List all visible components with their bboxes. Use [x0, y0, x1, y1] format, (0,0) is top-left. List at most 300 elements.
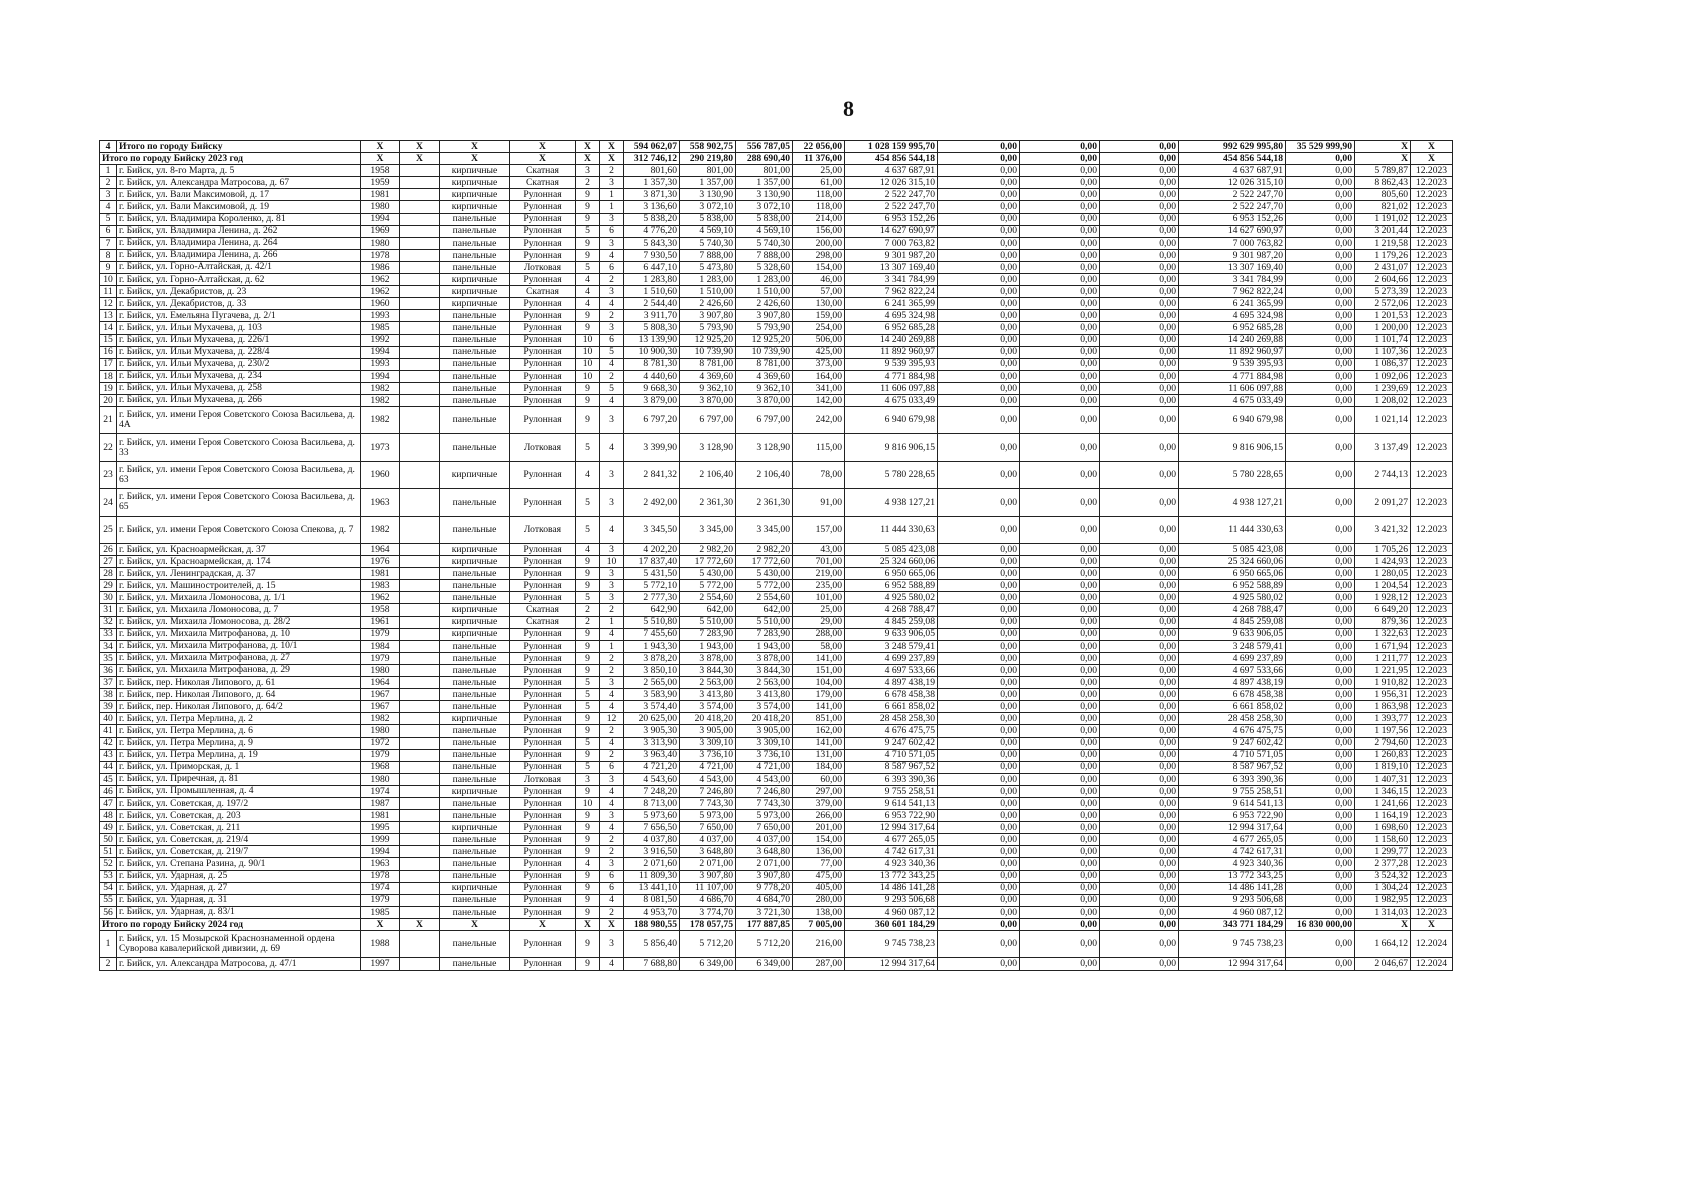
table-cell: 0,00 — [1020, 358, 1100, 370]
table-cell: 0,00 — [938, 846, 1020, 858]
table-cell: 1999 — [361, 834, 400, 846]
row-number: 49 — [100, 822, 117, 834]
table-cell: 12 994 317,64 — [845, 958, 938, 970]
table-cell: 0,00 — [1020, 906, 1100, 918]
table-cell: 1960 — [361, 461, 400, 488]
table-cell: 1 086,37 — [1355, 358, 1411, 370]
table-cell: 5 — [576, 761, 600, 773]
table-row — [100, 713, 1453, 725]
table-cell: 2 361,30 — [736, 489, 793, 516]
row-number: 48 — [100, 810, 117, 822]
table-cell: 8 781,00 — [736, 358, 793, 370]
table-cell: 0,00 — [1020, 346, 1100, 358]
table-cell: 1 208,02 — [1355, 394, 1411, 406]
table-cell: 0,00 — [1286, 822, 1355, 834]
table-cell: 7 246,80 — [736, 785, 793, 797]
table-cell: 0,00 — [1100, 489, 1179, 516]
table-cell: 4 697 533,66 — [1179, 664, 1286, 676]
row-number: 22 — [100, 434, 117, 461]
table-cell: 0,00 — [938, 797, 1020, 809]
table-cell: 11 444 330,63 — [1179, 516, 1286, 543]
table-cell — [400, 556, 440, 568]
table-cell: 0,00 — [938, 225, 1020, 237]
table-cell: 1 219,58 — [1355, 237, 1411, 249]
table-cell: 12.2023 — [1411, 189, 1453, 201]
table-cell: 0,00 — [1100, 568, 1179, 580]
table-cell: 801,00 — [736, 165, 793, 177]
table-cell: 4 — [600, 249, 624, 261]
table-cell: 12.2023 — [1411, 213, 1453, 225]
table-cell: 4 771 884,98 — [1179, 370, 1286, 382]
table-cell: 0,00 — [1020, 516, 1100, 543]
table-cell: 6 678 458,38 — [1179, 689, 1286, 701]
table-cell: 1988 — [361, 931, 400, 958]
table-cell: Рулонная — [510, 407, 576, 434]
table-row — [100, 785, 1453, 797]
table-cell — [400, 640, 440, 652]
table-cell: 3 916,50 — [624, 846, 680, 858]
table-cell: 0,00 — [1100, 640, 1179, 652]
table-cell: 9 — [576, 249, 600, 261]
table-cell: 20 418,20 — [736, 713, 793, 725]
table-cell: 4 637 687,91 — [1179, 165, 1286, 177]
table-cell: 475,00 — [793, 870, 845, 882]
table-cell: 9 — [576, 322, 600, 334]
table-cell: 2 106,40 — [736, 461, 793, 488]
table-cell: 4 — [600, 628, 624, 640]
table-cell: панельные — [440, 249, 510, 261]
table-cell: 0,00 — [938, 761, 1020, 773]
table-cell — [400, 580, 440, 592]
table-cell: 3 844,30 — [680, 664, 736, 676]
address-cell: г. Бийск, ул. 8-го Марта, д. 5 — [117, 165, 361, 177]
address-cell: г. Бийск, ул. Ильи Мухачева, д. 103 — [117, 322, 361, 334]
table-cell: 1 107,36 — [1355, 346, 1411, 358]
table-cell — [400, 568, 440, 580]
table-cell: 0,00 — [1286, 382, 1355, 394]
table-cell: 0,00 — [938, 725, 1020, 737]
table-cell: 1980 — [361, 773, 400, 785]
table-cell: 2 — [576, 616, 600, 628]
table-cell: 0,00 — [1286, 858, 1355, 870]
table-cell: 1 819,10 — [1355, 761, 1411, 773]
table-cell: 4 543,00 — [680, 773, 736, 785]
table-cell: 4 569,10 — [680, 225, 736, 237]
table-cell: 0,00 — [938, 906, 1020, 918]
table-cell: 4 — [600, 298, 624, 310]
table-cell: 4 697 533,66 — [845, 664, 938, 676]
table-row — [100, 870, 1453, 882]
table-cell: 4 897 438,19 — [1179, 677, 1286, 689]
table-cell: Рулонная — [510, 713, 576, 725]
table-cell: 0,00 — [1286, 322, 1355, 334]
total-label: Итого по городу Бийску 2024 год — [100, 918, 361, 930]
table-cell: 0,00 — [1020, 749, 1100, 761]
table-cell: 201,00 — [793, 822, 845, 834]
table-cell: 0,00 — [938, 958, 1020, 970]
table-cell: 2 554,60 — [736, 592, 793, 604]
table-cell: Рулонная — [510, 201, 576, 213]
table-cell: 1 346,15 — [1355, 785, 1411, 797]
address-cell: г. Бийск, ул. Красноармейская, д. 37 — [117, 544, 361, 556]
address-cell: г. Бийск, ул. Горно-Алтайская, д. 42/1 — [117, 261, 361, 273]
table-cell: 1985 — [361, 322, 400, 334]
table-cell: 1 283,00 — [736, 274, 793, 286]
table-cell: X — [576, 918, 600, 930]
table-cell: 341,00 — [793, 382, 845, 394]
table-cell: 12.2023 — [1411, 394, 1453, 406]
table-cell: 556 787,05 — [736, 141, 793, 153]
table-cell: панельные — [440, 773, 510, 785]
row-number: 46 — [100, 785, 117, 797]
table-cell — [400, 237, 440, 249]
row-number: 20 — [100, 394, 117, 406]
table-cell: 0,00 — [1100, 592, 1179, 604]
table-cell: Рулонная — [510, 346, 576, 358]
table-cell: 6 241 365,99 — [845, 298, 938, 310]
table-cell: 3 128,90 — [680, 434, 736, 461]
table-cell: 9 — [576, 568, 600, 580]
table-cell: 3 879,00 — [624, 394, 680, 406]
table-cell: 1979 — [361, 894, 400, 906]
table-cell: 360 601 184,29 — [845, 918, 938, 930]
table-cell: 0,00 — [938, 322, 1020, 334]
table-cell: 12.2023 — [1411, 749, 1453, 761]
table-cell: 1994 — [361, 846, 400, 858]
table-cell: 6 393 390,36 — [845, 773, 938, 785]
table-cell: 1 956,31 — [1355, 689, 1411, 701]
table-cell: 3 574,00 — [736, 701, 793, 713]
table-cell: панельные — [440, 434, 510, 461]
table-cell: 0,00 — [938, 628, 1020, 640]
table-cell: 0,00 — [938, 604, 1020, 616]
row-number: 30 — [100, 592, 117, 604]
table-cell: 5 085 423,08 — [845, 544, 938, 556]
table-cell: 0,00 — [1100, 834, 1179, 846]
table-cell: 4 — [576, 298, 600, 310]
table-cell: 58,00 — [793, 640, 845, 652]
table-cell: 10 — [600, 556, 624, 568]
table-cell: 0,00 — [1020, 628, 1100, 640]
table-cell: 6 952 588,89 — [1179, 580, 1286, 592]
table-cell: панельные — [440, 489, 510, 516]
table-cell: 12.2023 — [1411, 834, 1453, 846]
row-number: 19 — [100, 382, 117, 394]
table-cell: 1980 — [361, 201, 400, 213]
table-cell: 1 698,60 — [1355, 822, 1411, 834]
table-cell: 0,00 — [1286, 834, 1355, 846]
table-cell: 0,00 — [938, 701, 1020, 713]
table-cell: 0,00 — [1100, 225, 1179, 237]
table-cell: 0,00 — [1100, 334, 1179, 346]
table-cell: 4 938 127,21 — [845, 489, 938, 516]
table-row — [100, 822, 1453, 834]
table-cell: 1981 — [361, 189, 400, 201]
table-cell: 104,00 — [793, 677, 845, 689]
table-cell: 1995 — [361, 822, 400, 834]
table-cell: 4 — [576, 461, 600, 488]
table-cell: 3 137,49 — [1355, 434, 1411, 461]
table-cell: 4 369,60 — [680, 370, 736, 382]
table-cell: 151,00 — [793, 664, 845, 676]
table-cell: 6 349,00 — [680, 958, 736, 970]
row-number: 36 — [100, 664, 117, 676]
table-cell: 6 349,00 — [736, 958, 793, 970]
table-cell: 4 — [600, 434, 624, 461]
table-cell — [400, 689, 440, 701]
table-cell: Рулонная — [510, 544, 576, 556]
table-cell: кирпичные — [440, 165, 510, 177]
table-cell: 14 486 141,28 — [845, 882, 938, 894]
table-cell: 2 — [600, 604, 624, 616]
table-cell: 0,00 — [1100, 616, 1179, 628]
table-cell: 0,00 — [1020, 725, 1100, 737]
table-cell: Скатная — [510, 286, 576, 298]
table-row — [100, 568, 1453, 580]
table-cell: 3 911,70 — [624, 310, 680, 322]
table-cell: 0,00 — [1020, 213, 1100, 225]
table-cell: 12.2023 — [1411, 725, 1453, 737]
table-cell: 0,00 — [1100, 461, 1179, 488]
table-cell: 12 994 317,64 — [1179, 958, 1286, 970]
table-cell: 9 — [576, 664, 600, 676]
table-cell: Лотковая — [510, 773, 576, 785]
table-row — [100, 701, 1453, 713]
table-cell: 2 982,20 — [736, 544, 793, 556]
table-cell: 0,00 — [938, 489, 1020, 516]
table-cell: 0,00 — [1020, 237, 1100, 249]
total-row — [100, 153, 1453, 165]
table-cell: панельные — [440, 592, 510, 604]
table-cell: 1 982,95 — [1355, 894, 1411, 906]
table-cell: 5 510,80 — [624, 616, 680, 628]
table-cell: 1960 — [361, 298, 400, 310]
table-cell: панельные — [440, 640, 510, 652]
table-row — [100, 834, 1453, 846]
table-row — [100, 407, 1453, 434]
table-cell: 10 900,30 — [624, 346, 680, 358]
address-cell: г. Бийск, ул. имени Героя Советского Союза Васильева, д. 63 — [117, 461, 361, 488]
table-cell: 0,00 — [938, 382, 1020, 394]
table-cell: 0,00 — [1020, 773, 1100, 785]
table-cell: 0,00 — [1020, 834, 1100, 846]
table-cell: X — [1411, 918, 1453, 930]
table-cell: 12 925,20 — [736, 334, 793, 346]
table-cell: панельные — [440, 958, 510, 970]
table-row — [100, 906, 1453, 918]
table-cell — [400, 213, 440, 225]
table-cell: 9 — [576, 906, 600, 918]
table-cell: 506,00 — [793, 334, 845, 346]
table-cell: кирпичные — [440, 785, 510, 797]
table-row — [100, 797, 1453, 809]
table-cell: 0,00 — [1286, 274, 1355, 286]
address-cell: г. Бийск, ул. Ильи Мухачева, д. 258 — [117, 382, 361, 394]
table-cell: 4 — [600, 894, 624, 906]
table-cell: 1 357,00 — [680, 177, 736, 189]
table-cell: 1994 — [361, 213, 400, 225]
table-cell: 2 794,60 — [1355, 737, 1411, 749]
table-cell: 2 — [600, 749, 624, 761]
table-cell: 4 742 617,31 — [1179, 846, 1286, 858]
table-cell: 0,00 — [1100, 141, 1179, 153]
row-number: 45 — [100, 773, 117, 785]
address-cell: г. Бийск, пер. Николая Липового, д. 61 — [117, 677, 361, 689]
table-cell: 6 — [600, 870, 624, 882]
table-cell: 4 — [600, 689, 624, 701]
table-cell: 1982 — [361, 407, 400, 434]
table-cell: 9 — [576, 580, 600, 592]
table-cell — [400, 797, 440, 809]
table-cell: 3 — [600, 237, 624, 249]
table-cell: 2 — [600, 906, 624, 918]
table-cell: 801,00 — [680, 165, 736, 177]
table-cell: 6 678 458,38 — [845, 689, 938, 701]
table-cell: 1 304,24 — [1355, 882, 1411, 894]
table-cell: 0,00 — [1100, 652, 1179, 664]
table-cell: 3 — [576, 773, 600, 785]
table-row — [100, 544, 1453, 556]
table-cell: 12.2023 — [1411, 556, 1453, 568]
table-cell: 992 629 995,80 — [1179, 141, 1286, 153]
table-cell: 4 845 259,08 — [1179, 616, 1286, 628]
table-cell: Рулонная — [510, 870, 576, 882]
table-cell: 7 650,00 — [680, 822, 736, 834]
table-cell: Рулонная — [510, 737, 576, 749]
table-cell: 12.2023 — [1411, 592, 1453, 604]
page-number: 8 — [843, 96, 854, 121]
row-number: 53 — [100, 870, 117, 882]
table-cell: 1 — [600, 201, 624, 213]
table-cell: Рулонная — [510, 882, 576, 894]
table-cell: 4 953,70 — [624, 906, 680, 918]
table-row — [100, 882, 1453, 894]
table-cell: 2 361,30 — [680, 489, 736, 516]
table-cell — [400, 370, 440, 382]
table-cell: 1 299,77 — [1355, 846, 1411, 858]
table-cell: 0,00 — [1286, 958, 1355, 970]
table-cell: 0,00 — [1286, 713, 1355, 725]
table-cell: 2 — [600, 725, 624, 737]
table-cell: 288 690,40 — [736, 153, 793, 165]
table-cell: X — [510, 153, 576, 165]
table-cell: 9 633 906,05 — [845, 628, 938, 640]
table-cell: 5 — [576, 701, 600, 713]
table-cell: 6 940 679,98 — [1179, 407, 1286, 434]
table-cell: 0,00 — [1286, 310, 1355, 322]
table-cell: 0,00 — [1020, 556, 1100, 568]
table-cell: 0,00 — [938, 652, 1020, 664]
table-cell: 13 772 343,25 — [1179, 870, 1286, 882]
table-cell: Лотковая — [510, 261, 576, 273]
table-cell: 3 878,20 — [624, 652, 680, 664]
address-cell: г. Бийск, ул. Ильи Мухачева, д. 226/1 — [117, 334, 361, 346]
table-cell: 9 — [576, 628, 600, 640]
table-cell — [400, 261, 440, 273]
table-cell: 2 426,60 — [736, 298, 793, 310]
table-cell: 3 774,70 — [680, 906, 736, 918]
table-cell: панельные — [440, 846, 510, 858]
table-cell: 5 780 228,65 — [1179, 461, 1286, 488]
table-cell: 1962 — [361, 592, 400, 604]
table-cell: 7 246,80 — [680, 785, 736, 797]
table-cell: 0,00 — [1286, 592, 1355, 604]
table-cell: 12.2023 — [1411, 249, 1453, 261]
table-cell: 1 510,60 — [624, 286, 680, 298]
table-cell: 4 440,60 — [624, 370, 680, 382]
table-cell: 12.2023 — [1411, 201, 1453, 213]
table-cell: 312 746,12 — [624, 153, 680, 165]
table-cell: 12.2023 — [1411, 310, 1453, 322]
table-cell: 4 369,60 — [736, 370, 793, 382]
table-cell: 11 107,00 — [680, 882, 736, 894]
table-cell: 178 057,75 — [680, 918, 736, 930]
table-cell: панельные — [440, 894, 510, 906]
address-cell: г. Бийск, ул. Владимира Короленко, д. 81 — [117, 213, 361, 225]
table-cell: Скатная — [510, 165, 576, 177]
table-cell: 9 — [576, 882, 600, 894]
table-cell: 3 — [576, 165, 600, 177]
table-cell: 179,00 — [793, 689, 845, 701]
table-cell: 17 772,60 — [736, 556, 793, 568]
table-cell: 14 627 690,97 — [845, 225, 938, 237]
table-cell: 14 627 690,97 — [1179, 225, 1286, 237]
table-cell: 0,00 — [1286, 334, 1355, 346]
table-cell: 0,00 — [1286, 761, 1355, 773]
table-cell: 0,00 — [938, 713, 1020, 725]
table-cell: 0,00 — [1100, 958, 1179, 970]
table-cell: 1994 — [361, 346, 400, 358]
table-cell: 7 930,50 — [624, 249, 680, 261]
table-cell: 12.2023 — [1411, 165, 1453, 177]
table-cell: 0,00 — [1286, 298, 1355, 310]
table-cell: 5 — [576, 677, 600, 689]
table-cell: 1 179,26 — [1355, 249, 1411, 261]
table-cell: 7 248,20 — [624, 785, 680, 797]
row-number: 31 — [100, 604, 117, 616]
address-cell: г. Бийск, ул. Советская, д. 197/2 — [117, 797, 361, 809]
table-cell: 9 — [576, 713, 600, 725]
table-cell: 9 301 987,20 — [845, 249, 938, 261]
table-cell — [400, 516, 440, 543]
table-cell: 1 164,19 — [1355, 810, 1411, 822]
table-cell: 12.2023 — [1411, 894, 1453, 906]
table-cell: 4 — [600, 737, 624, 749]
address-cell: г. Бийск, ул. Приморская, д. 1 — [117, 761, 361, 773]
table-cell: 12.2023 — [1411, 568, 1453, 580]
table-cell: 1 191,02 — [1355, 213, 1411, 225]
table-cell: 4 675 033,49 — [1179, 394, 1286, 406]
table-cell: 3 309,10 — [736, 737, 793, 749]
table-cell: 9 668,30 — [624, 382, 680, 394]
table-cell: 25 324 660,06 — [1179, 556, 1286, 568]
table-cell: 0,00 — [1020, 298, 1100, 310]
total-row — [100, 918, 1453, 930]
table-cell: 1974 — [361, 785, 400, 797]
table-cell: 3 — [600, 407, 624, 434]
address-cell: г. Бийск, ул. Петра Мерлина, д. 2 — [117, 713, 361, 725]
table-cell — [400, 725, 440, 737]
table-cell: Лотковая — [510, 516, 576, 543]
table-cell: 0,00 — [938, 310, 1020, 322]
table-cell: 0,00 — [1020, 958, 1100, 970]
table-cell: кирпичные — [440, 274, 510, 286]
table-cell: 3 583,90 — [624, 689, 680, 701]
table-cell: 0,00 — [938, 334, 1020, 346]
table-cell: 14 486 141,28 — [1179, 882, 1286, 894]
table-cell: 25,00 — [793, 604, 845, 616]
table-cell: 1 200,00 — [1355, 322, 1411, 334]
